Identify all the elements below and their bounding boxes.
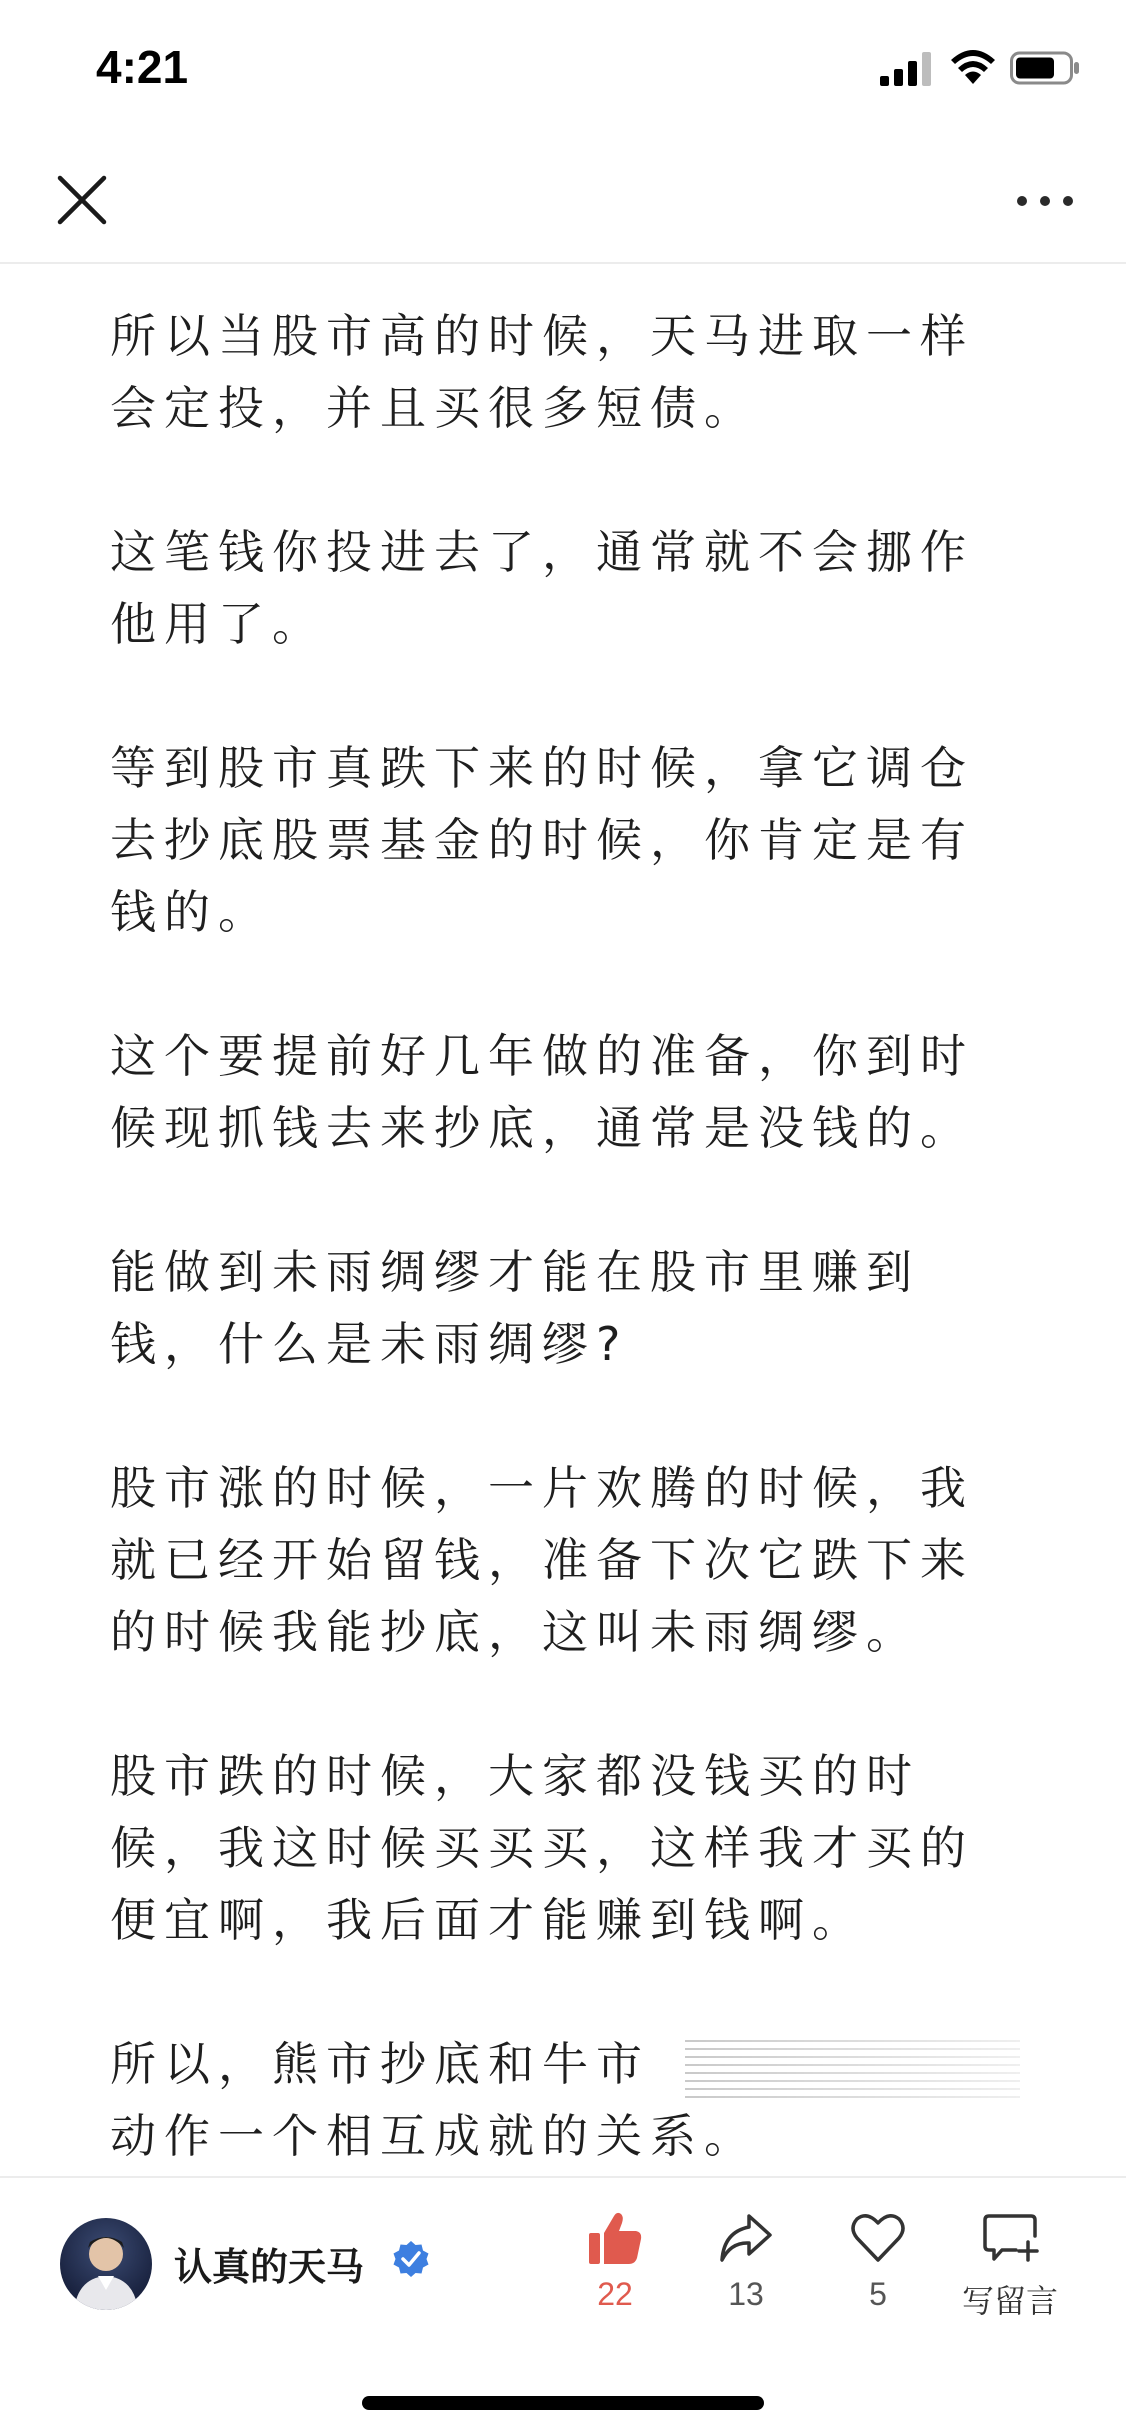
like-count: 22 bbox=[597, 2276, 633, 2312]
cellular-signal-icon bbox=[880, 52, 932, 86]
comment-label: 写留言 bbox=[961, 2283, 1058, 2319]
battery-icon bbox=[1010, 50, 1080, 86]
article-paragraph: 这个要提前好几年做的准备，你到时候现抓钱去来抄底，通常是没钱的。 bbox=[110, 1029, 974, 1155]
verified-badge-icon bbox=[392, 2240, 430, 2278]
heart-icon bbox=[848, 2208, 908, 2268]
article-line: 动作一个相互成就的关系。 bbox=[110, 2109, 758, 2163]
wifi-icon bbox=[950, 48, 996, 86]
article-paragraph: 能做到未雨绸缪才能在股市里赚到钱，什么是未雨绸缪? bbox=[110, 1245, 920, 1371]
share-arrow-icon bbox=[716, 2208, 776, 2268]
avatar-photo bbox=[60, 2218, 152, 2310]
status-time: 4:21 bbox=[96, 41, 189, 93]
favorite-button[interactable] bbox=[818, 2208, 938, 2338]
article-paragraph: 等到股市真跌下来的时候，拿它调仓去抄底股票基金的时候，你肯定是有钱的。 bbox=[110, 741, 974, 939]
nav-bar bbox=[0, 140, 1126, 264]
share-count: 13 bbox=[728, 2276, 764, 2312]
article-paragraph: 股市跌的时候，大家都没钱买的时候，我这时候买买买，这样我才买的便宜啊，我后面才能赚到钱啊。 bbox=[110, 1749, 974, 1947]
article-paragraph: 股市涨的时候，一片欢腾的时候，我就已经开始留钱，准备下次它跌下来的时候我能抄底，这叫未雨绸缪。 bbox=[110, 1461, 974, 1659]
article-line: 所以，熊市抄底和牛市 bbox=[110, 2037, 650, 2091]
like-button[interactable] bbox=[555, 2208, 675, 2338]
close-icon[interactable] bbox=[52, 170, 112, 230]
text-loading-fade bbox=[685, 2040, 1020, 2104]
article-paragraph: 这笔钱你投进去了，通常就不会挪作他用了。 bbox=[110, 525, 974, 651]
more-options-icon[interactable] bbox=[1010, 176, 1080, 226]
article-body bbox=[110, 300, 1020, 2175]
article-paragraph: 所以当股市高的时候，天马进取一样会定投，并且买很多短债。 bbox=[110, 309, 974, 435]
favorite-count: 5 bbox=[869, 2276, 887, 2312]
thumbs-up-icon bbox=[585, 2208, 645, 2268]
comment-button[interactable] bbox=[950, 2208, 1070, 2338]
author-name[interactable]: 认真的天马 bbox=[174, 2245, 365, 2289]
home-indicator[interactable] bbox=[362, 2396, 764, 2410]
comment-plus-icon bbox=[980, 2208, 1040, 2268]
share-button[interactable] bbox=[686, 2208, 806, 2338]
author-avatar[interactable] bbox=[60, 2218, 152, 2310]
status-bar bbox=[0, 0, 1126, 140]
